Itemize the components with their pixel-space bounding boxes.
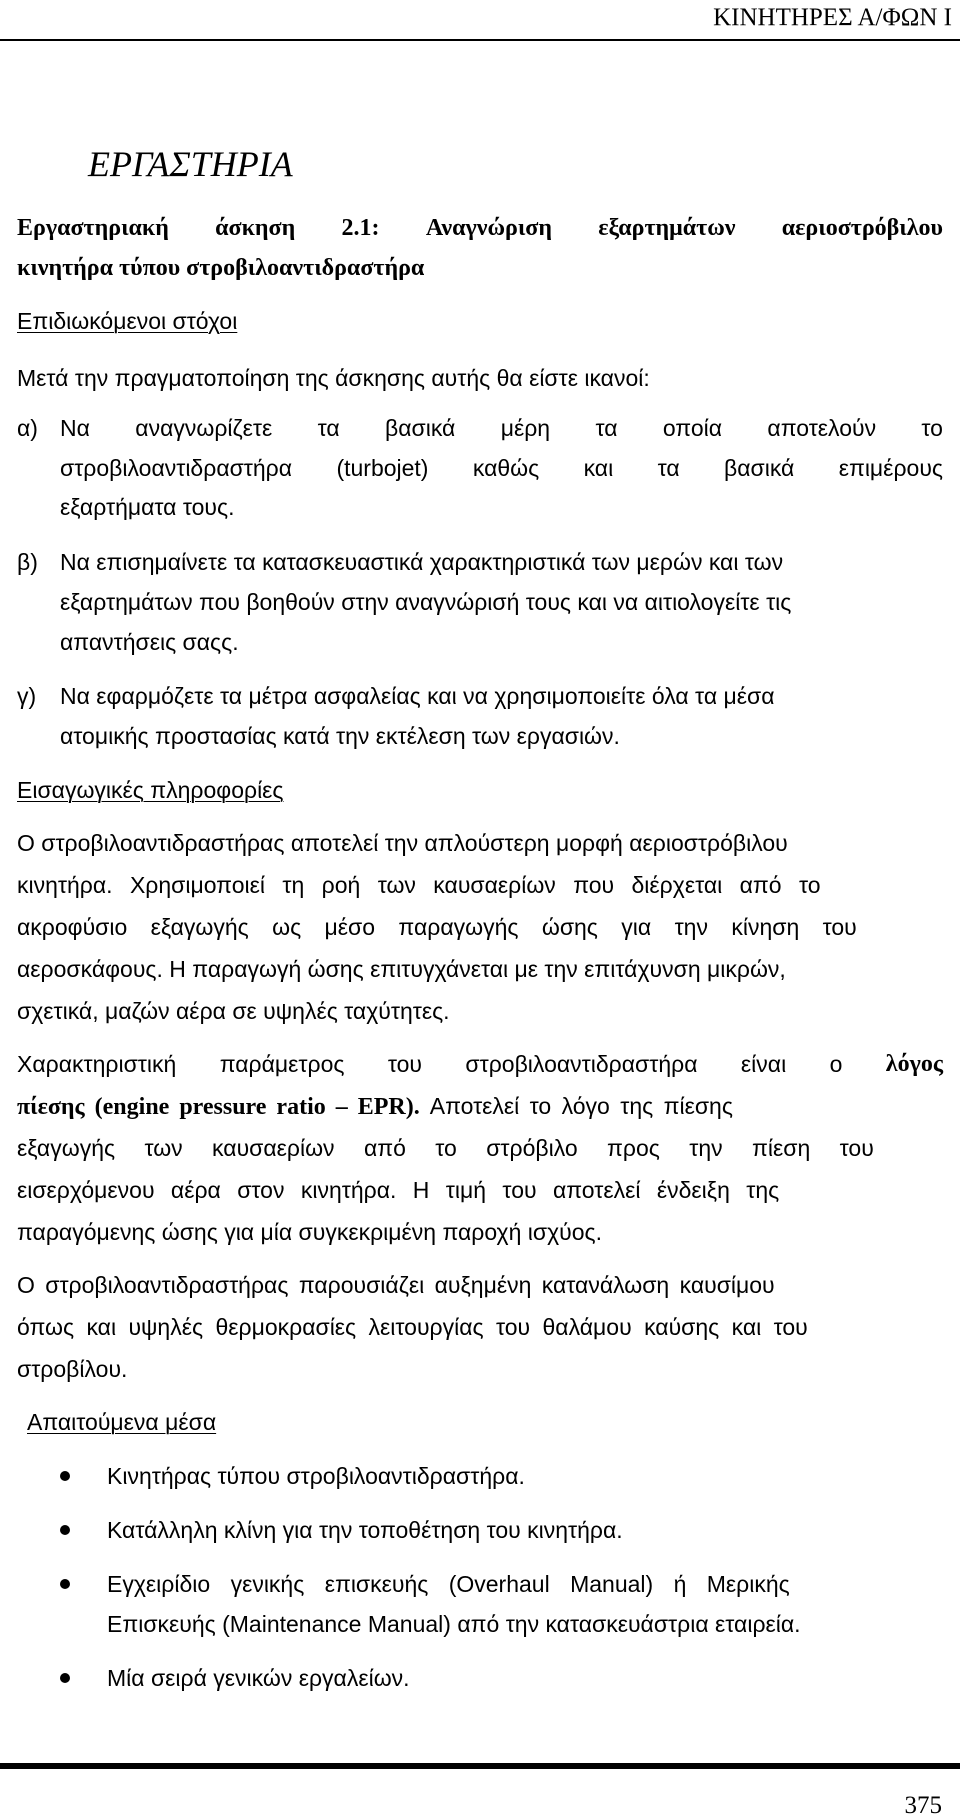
text: Ο στροβιλοαντιδραστήρας αποτελεί την απλούστερη μορφή αεριοστρόβιλου xyxy=(17,830,788,856)
word: αποτελούν xyxy=(767,415,877,441)
objective-marker: β) xyxy=(17,549,38,575)
word: Να xyxy=(60,415,90,441)
objective-a-line-2 xyxy=(60,454,943,482)
bullet-icon xyxy=(60,1673,70,1683)
intro-p2-line-3: εξαγωγής των καυσαερίων από το στρόβιλο προς την πίεση του xyxy=(17,1135,874,1161)
objective-marker: γ) xyxy=(17,683,37,709)
word: (turbojet) xyxy=(336,455,429,481)
section-title: ΕΡΓΑΣΤΗΡΙΑ xyxy=(88,144,293,184)
word: στροβιλοαντιδραστήρα xyxy=(60,455,293,481)
word: στροβιλοαντιδραστήρα xyxy=(465,1051,698,1077)
word: Χαρακτηριστική xyxy=(17,1051,177,1077)
required-item-4: Μία σειρά γενικών εργαλείων. xyxy=(107,1665,410,1691)
word: τα xyxy=(595,415,618,441)
intro-p2-line-2 xyxy=(17,1092,733,1121)
word: και xyxy=(583,455,614,481)
exercise-title-line-1 xyxy=(17,214,943,242)
word: επιμέρους xyxy=(838,455,943,481)
bold-term: λόγος xyxy=(885,1051,943,1077)
bullet-icon xyxy=(60,1525,70,1535)
word: καθώς xyxy=(472,455,540,481)
exercise-title-word: εξαρτημάτων xyxy=(598,215,736,241)
required-heading: Απαιτούμενα μέσα xyxy=(27,1409,217,1435)
intro-p1-line-1 xyxy=(17,829,943,857)
intro-p2-line-4: εισερχόμενου αέρα στον κινητήρα. Η τιμή του αποτελεί ένδειξη της xyxy=(17,1177,780,1203)
objective-c-line-2: ατομικής προστασίας κατά την εκτέλεση των εργασιών. xyxy=(60,723,620,749)
word: είναι xyxy=(740,1051,787,1077)
word: τα xyxy=(657,455,680,481)
word: του xyxy=(387,1051,423,1077)
intro-p3-line-3: στροβίλου. xyxy=(17,1356,128,1382)
objectives-intro: Μετά την πραγματοποίηση της άσκησης αυτής θα είστε ικανοί: xyxy=(17,365,650,391)
required-item-3-line-1: Εγχειρίδιο γενικής επισκευής (Overhaul Manual) ή Μερικής xyxy=(107,1571,790,1597)
word: τα xyxy=(317,415,340,441)
objective-a-line-3: εξαρτήματα τους. xyxy=(60,494,235,520)
intro-p1-line-3: ακροφύσιο εξαγωγής ως μέσο παραγωγής ώσης για την κίνηση του xyxy=(17,914,857,940)
intro-p1-line-5: σχετικά, μαζών αέρα σε υψηλές ταχύτητες. xyxy=(17,998,450,1024)
running-header: ΚΙΝΗΤΗΡΕΣ Α/ΦΩΝ Ι xyxy=(713,4,952,31)
objective-marker: α) xyxy=(17,415,38,441)
word: οποία xyxy=(662,415,723,441)
exercise-title-word: Αναγνώριση xyxy=(425,215,552,241)
required-item-2: Κατάλληλη κλίνη για την τοποθέτηση του κινητήρα. xyxy=(107,1517,623,1543)
word: το xyxy=(921,415,943,441)
word: αναγνωρίζετε xyxy=(135,415,273,441)
bullet-icon xyxy=(60,1471,70,1481)
word: βασικά xyxy=(723,455,795,481)
intro-p3-line-1: Ο στροβιλοαντιδραστήρας παρουσιάζει αυξημένη κατανάλωση καυσίμου xyxy=(17,1272,775,1298)
bold-term: πίεσης (engine pressure ratio – EPR). xyxy=(17,1094,420,1120)
objective-b-line-2: εξαρτημάτων που βοηθούν στην αναγνώρισή τους και να αιτιολογείτε τις xyxy=(60,589,792,615)
exercise-title-line-2: κινητήρα τύπου στροβιλοαντιδραστήρα xyxy=(17,255,425,281)
intro-p2-line-1 xyxy=(17,1050,943,1078)
intro-p3-line-2: όπως και υψηλές θερμοκρασίες λειτουργίας του θαλάμου καύσης και του xyxy=(17,1314,808,1340)
intro-p1-line-4: αεροσκάφους. Η παραγωγή ώσης επιτυγχάνεται με την επιτάχυνση μικρών, xyxy=(17,956,786,982)
exercise-title-word: άσκηση xyxy=(215,215,296,241)
intro-p1-line-2: κινητήρα. Χρησιμοποιεί τη ροή των καυσαερίων που διέρχεται από το xyxy=(17,872,821,898)
header-rule xyxy=(0,39,960,41)
intro-heading: Εισαγωγικές πληροφορίες xyxy=(17,777,284,803)
bullet-icon xyxy=(60,1579,70,1589)
exercise-title-word: Εργαστηριακή xyxy=(17,215,169,241)
objectives-heading: Επιδιωκόμενοι στόχοι xyxy=(17,308,238,334)
exercise-title-word: αεριοστρόβιλου xyxy=(781,215,943,241)
required-item-1: Κινητήρας τύπου στροβιλοαντιδραστήρα. xyxy=(107,1463,525,1489)
objective-b-line-1: Να επισημαίνετε τα κατασκευαστικά χαρακτηριστικά των μερών και των xyxy=(60,549,784,575)
word: ο xyxy=(829,1051,843,1077)
text: Αποτελεί το λόγο της πίεσης xyxy=(429,1093,733,1119)
page-number: 375 xyxy=(904,1792,942,1819)
required-item-3-line-2: Επισκευής (Maintenance Manual) από την κατασκευάστρια εταιρεία. xyxy=(107,1611,801,1637)
objective-c-line-1: Να εφαρμόζετε τα μέτρα ασφαλείας και να χρησιμοποιείτε όλα τα μέσα xyxy=(60,683,775,709)
objective-a-line-1 xyxy=(60,414,943,442)
word: μέρη xyxy=(500,415,551,441)
word: βασικά xyxy=(385,415,456,441)
objective-b-line-3: απαντήσεις σαςς. xyxy=(60,629,239,655)
exercise-title-word: 2.1: xyxy=(341,215,380,241)
word: παράμετρος xyxy=(219,1051,345,1077)
footer-rule xyxy=(0,1763,960,1769)
intro-p2-line-5: παραγόμενης ώσης για μία συγκεκριμένη παροχή ισχύος. xyxy=(17,1219,603,1245)
